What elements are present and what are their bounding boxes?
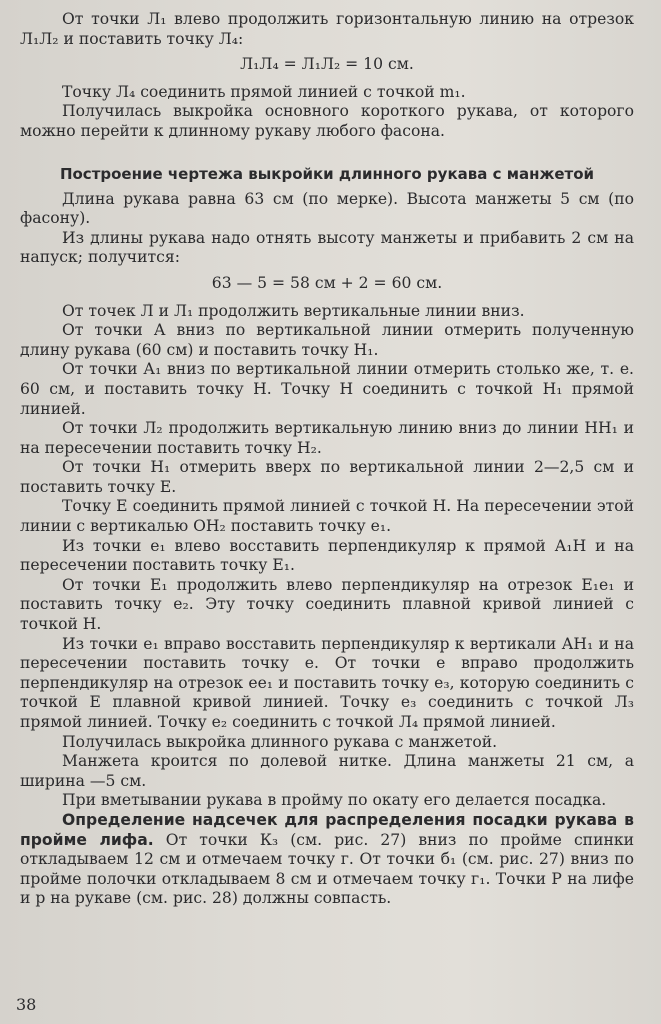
paragraph: Из длины рукава надо отнять высоту манжеты и прибавить 2 см на напуск; получится: <box>20 228 634 267</box>
paragraph: От точки Е₁ продолжить влево перпендикуляр на отрезок Е₁е₁ и поставить точку е₂. Эту точку соединить плавной кривой линией с точкой Н. <box>20 575 634 634</box>
section-heading: Построение чертежа выкройки длинного рукава с манжетой <box>59 164 595 183</box>
formula: 63 — 5 = 58 см + 2 = 60 см. <box>211 273 443 292</box>
paragraph: Из точки е₁ влево восставить перпендикуляр к прямой А₁Н и на пересечении поставить точку Е₁. <box>20 536 634 575</box>
paragraph: Получилась выкройка длинного рукава с манжетой. <box>62 732 498 751</box>
paragraph: От точки Н₁ отмерить вверх по вертикальной линии 2—2,5 см и поставить точку Е. <box>20 458 634 496</box>
bold-lead: Определение надсечек для распределения посадки рукава в пройме лифа. <box>20 810 634 849</box>
paragraph: Длина рукава равна 63 см (по мерке). Высота манжеты 5 см (по фасону). <box>20 189 634 228</box>
paragraph: От точки А вниз по вертикальной линии отмерить полученную длину рукава (60 см) и поставить точку Н₁. <box>20 321 634 359</box>
paragraph: Манжета кроится по долевой нитке. Длина манжеты 21 см, а ширина —5 см. <box>20 752 634 790</box>
paragraph: При вметывании рукава в пройму по окату его делается посадка. <box>62 791 607 810</box>
paragraph: От точек Л и Л₁ продолжить вертикальные линии вниз. <box>62 301 525 320</box>
paragraph: Получилась выкройка основного короткого рукава, от которого можно перейти к длинному рукаву любого фасона. <box>20 102 634 140</box>
paragraph: Точку Л₄ соединить прямой линией с точкой m₁. <box>62 82 466 101</box>
paragraph: От точки Л₁ влево продолжить горизонтальную линию на отрезок Л₁Л₂ и поставить точку Л₄: <box>20 10 634 48</box>
paragraph: Из точки е₁ вправо восставить перпендикуляр к вертикали АН₁ и на пересечении поставить точку е. От точки е вправо продолжить перпендикуляр на отрезок ее₁ и поставить точку е₃, которую соединить с точкой Е плавной кривой линией. Точку е₃ соединить с точкой Л₃ прямой линией. Точку е₂ соединить с точкой Л₄ прямой линией. <box>20 634 634 731</box>
formula: Л₁Л₄ = Л₁Л₂ = 10 см. <box>240 55 414 74</box>
paragraph: От точки Л₂ продолжить вертикальную линию вниз до линии НН₁ и на пересечении поставить точку Н₂. <box>20 419 634 457</box>
paragraph: Точку Е соединить прямой линией с точкой Н. На пересечении этой линии с вертикалью ОН₂ поставить точку е₁. <box>20 497 634 536</box>
paragraph <box>20 811 634 909</box>
paragraph: От точки А₁ вниз по вертикальной линии отмерить столько же, т. е. 60 см, и поставить точку Н. Точку Н соединить с точкой Н₁ прямой линией. <box>20 360 634 418</box>
page-number: 38 <box>16 995 37 1014</box>
page-text <box>20 10 634 909</box>
paragraph-rest: От точки К₃ (см. рис. 27) вниз по пройме спинки откладываем 12 см и отмечаем точку г. От точки б₁ (см. рис. 27) вниз по пройме полочки откладываем 8 см и отмечаем точку г₁. Точки Р на лифе и р на рукаве (см. рис. 28) должны совпасть. <box>20 830 635 908</box>
